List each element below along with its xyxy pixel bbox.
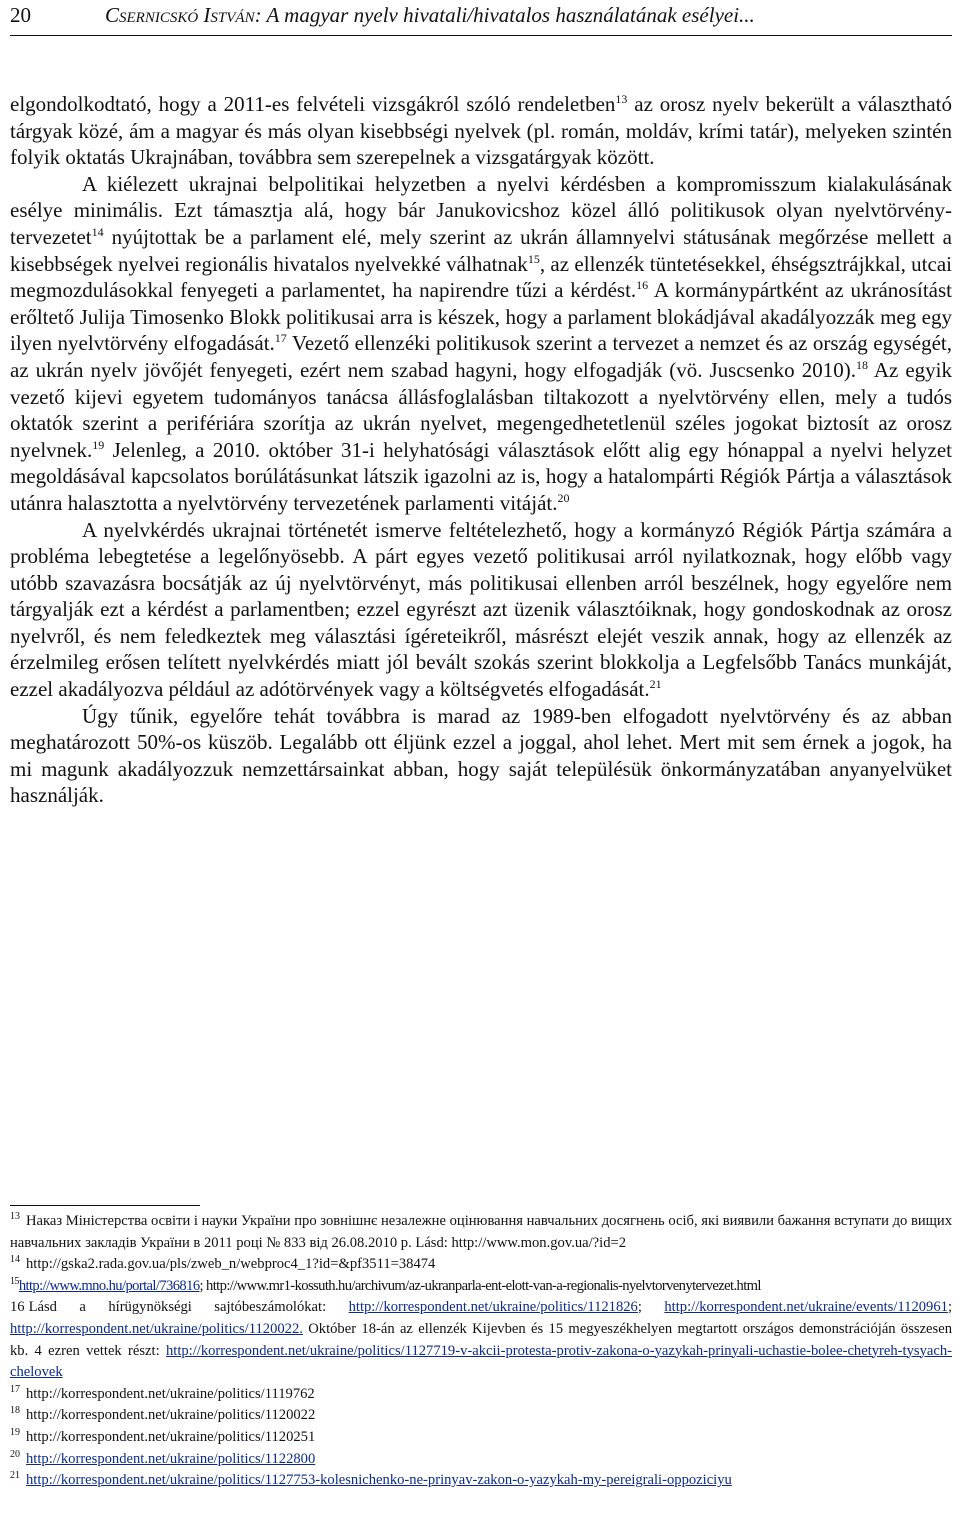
footnote-rule bbox=[10, 1205, 200, 1206]
running-title bbox=[105, 0, 755, 30]
text-run: elgondolkodtató, hogy a 2011-es felvételi vizsgákról szóló rendeletben bbox=[10, 92, 616, 116]
footnote-text: ; bbox=[637, 1299, 665, 1316]
footnote-ref-20[interactable]: 20 bbox=[557, 490, 570, 505]
running-header bbox=[10, 0, 952, 34]
footnote-text: http://korrespondent.net/ukraine/politics/1120251 bbox=[26, 1428, 316, 1445]
footnote-text: http://korrespondent.net/ukraine/politics/1120022 bbox=[26, 1407, 316, 1424]
footnote-ref-14[interactable]: 14 bbox=[91, 224, 104, 239]
footnote-20 bbox=[10, 1449, 952, 1471]
footnote-18 bbox=[10, 1405, 952, 1427]
paragraph-2 bbox=[10, 171, 952, 517]
footnote-text: Október 18-án az ellenzék Kijevben és 15 megyeszékhelyen megtartott országos demonstrációján összesen kb. 4 ezren vettek részt: bbox=[10, 1320, 952, 1359]
footnote-text: ; http://www.mr1-kossuth.hu/archivum/az-ukranparla-ent-elott-van-a-regionalis-nyelvtorvenytervezet.html bbox=[199, 1277, 761, 1294]
footnote-ref-19[interactable]: 19 bbox=[92, 437, 105, 452]
article-title: : A magyar nyelv hivatali/hivatalos használatának esélyei... bbox=[254, 3, 755, 27]
footnote-ref-15[interactable]: 15 bbox=[527, 251, 540, 266]
footnote-number: 20 bbox=[10, 1448, 20, 1460]
paragraph-1 bbox=[10, 91, 952, 171]
footnote-number: 18 bbox=[10, 1405, 20, 1417]
author-name: Csernicskó István bbox=[105, 3, 255, 27]
text-run: A kiélezett ukrajnai belpolitikai helyzetben a nyelvi kérdésben a kompromisszum kialakulásának esélye minimális. Ezt támasztja alá, hogy bár Janukovicshoz közel álló politikusok olyan nyelvtörvény-tervezetet bbox=[10, 171, 952, 249]
text-run: Vezető ellenzéki politikusok szerint a tervezet a nemzet és az ország egységét, az ukrán nyelv jövőjét fenyegeti, ezért nem szabad hagyni, hogy elfogadják (vö. Juscsenko 2010). bbox=[10, 331, 952, 382]
paragraph-3 bbox=[10, 517, 952, 703]
footnote-number: 15 bbox=[10, 1275, 19, 1287]
footnote-link[interactable]: http://korrespondent.net/ukraine/politics/1127719-v-akcii-protesta-protiv-zakona-o-yazykah-prinyali-uchastie-bolee-chetyreh-tysyach-chelovek bbox=[10, 1342, 952, 1381]
text-run: nyújtottak be a parlament elé, mely szerint az ukrán államnyelvi státusának megőrzése mellett a kisebbségek nyelvei regionális hivatalos nyelvekké válhatnak bbox=[10, 224, 952, 276]
footnotes bbox=[10, 1211, 952, 1492]
paragraph-4: Úgy tűnik, egyelőre tehát továbbra is marad az 1989-ben elfogadott nyelvtörvény és az abban meghatározott 50%-os küszöb. Legalább ott éljünk ezzel a joggal, ahol lehet. Mert mit sem érnek a jogok, ha mi magunk akadályozzuk nemzettársainkat abban, hogy saját településük önkormányzatában anyanyelvüket használják. bbox=[10, 703, 952, 808]
footnote-14 bbox=[10, 1254, 952, 1276]
header-rule bbox=[10, 35, 952, 36]
footnote-ref-16[interactable]: 16 bbox=[636, 278, 649, 293]
footnote-number: 19 bbox=[10, 1427, 20, 1439]
footnote-text: Lásd a hírügynökségi sajtóbeszámolókat: bbox=[28, 1299, 349, 1316]
footnote-number: 17 bbox=[10, 1383, 20, 1395]
footnote-21 bbox=[10, 1470, 952, 1492]
footnote-link[interactable]: http://korrespondent.net/ukraine/politics/1121826 bbox=[348, 1299, 638, 1316]
footnote-text: http://gska2.rada.gov.ua/pls/zweb_n/webproc4_1?id=&pf3511=38474 bbox=[26, 1256, 436, 1273]
footnote-number: 14 bbox=[10, 1254, 20, 1266]
footnote-16 bbox=[10, 1297, 952, 1383]
text-run: A nyelvkérdés ukrajnai történetét ismerve feltételezhető, hogy a kormányzó Régiók Pártja számára a probléma lebegtetése a legelőnyösebb. A párt egyes vezető politikusai arról nyilatkoznak, hogy előbb vagy utóbb szavazásra bocsátják az új nyelvtörvényt, más politikusai ellenben arról beszélnek, hogy egyelőre nem tárgyalják ezt a kérdést a parlamentben; ezzel egyrészt azt üzenik választóiknak, hogy gondoskodnak az orosz nyelvről, és nem feledkeztek meg választási ígéreteikről, másrészt elejét veszik annak, hogy az ellenzék az érzelmileg erősen telített nyelvkérdés miatt jól bevált szokás szerint blokkolja a Legfelsőbb Tanács munkáját, ezzel akadályozva például az adótörvények vagy a költségvetés elfogadását. bbox=[10, 517, 952, 702]
footnote-17 bbox=[10, 1384, 952, 1406]
footnote-link[interactable]: http://korrespondent.net/ukraine/politics/1127753-kolesnichenko-ne-prinyav-zakon-o-yazykah-my-pereigrali-oppoziciyu bbox=[26, 1472, 732, 1489]
footnote-link[interactable]: http://korrespondent.net/ukraine/politics/1122800 bbox=[26, 1450, 316, 1467]
footnote-text: Наказ Міністерства освіти і науки України про зовнішнє незалежне оцінювання навчальних досягнень осіб, які виявили бажання вступати до вищих навчальних закладів України в 2011 році № 833 від 26.08.2010 р. Lásd: http://www.mon.gov.ua/?id=2 bbox=[10, 1213, 952, 1251]
footnote-text: http://korrespondent.net/ukraine/politics/1119762 bbox=[26, 1385, 315, 1402]
footnote-number: 16 bbox=[10, 1299, 25, 1316]
footnote-link[interactable]: http://korrespondent.net/ukraine/events/1120961 bbox=[664, 1299, 948, 1316]
text-run: Jelenleg, a 2010. október 31-i helyhatósági választások előtt alig egy hónappal a nyelvi helyzet megoldásával kapcsolatos borúlátásunkat látszik igazolni az is, hogy a hatalompárti Régiók Pártja a választások utánra halasztotta a nyelvtörvény tervezetének parlamenti vitáját. bbox=[10, 437, 952, 515]
page-number: 20 bbox=[10, 3, 31, 27]
footnote-ref-18[interactable]: 18 bbox=[855, 357, 868, 372]
footnote-ref-21[interactable]: 21 bbox=[649, 677, 662, 692]
footnote-link[interactable]: http://www.mno.hu/portal/736816 bbox=[18, 1277, 200, 1294]
text-run: az orosz nyelv bekerült a választható tárgyak közé, ám a magyar és más olyan kisebbségi nyelvek (pl. román, moldáv, krími tatár), melyeken szintén folyik oktatás Ukrajnában, továbbra sem szerepelnek a vizsgatárgyak között. bbox=[10, 92, 952, 170]
text-run: , az ellenzék tüntetésekkel, éhségsztrájkkal, utcai megmozdulásokkal fenyegeti a parlamentet, ha napirendre tűzi a kérdést. bbox=[10, 251, 952, 303]
footnote-ref-13[interactable]: 13 bbox=[615, 92, 628, 106]
text-run: A kormánypártként az ukránosítást erőltető Julija Timosenko Blokk politikusai arra is készek, hogy a parlament blokádjával akadályozzák meg egy ilyen nyelvtörvény elfogadását. bbox=[10, 278, 952, 356]
body-text bbox=[10, 91, 952, 809]
footnote-15 bbox=[10, 1276, 952, 1298]
footnote-text: ; bbox=[947, 1299, 953, 1316]
footnote-number: 21 bbox=[10, 1470, 20, 1482]
footnote-number: 13 bbox=[10, 1211, 20, 1223]
footnote-19 bbox=[10, 1427, 952, 1449]
footnote-ref-17[interactable]: 17 bbox=[274, 331, 287, 346]
footnote-13 bbox=[10, 1211, 952, 1254]
footnote-link[interactable]: http://korrespondent.net/ukraine/politics/1120022. bbox=[10, 1320, 303, 1337]
text-run: Az egyik vezető kijevi egyetem tudományos tanácsa állásfoglalásban tiltakozott a nyelvtörvény ellen, mely a tudós oktatók szerint a perifériára szorítja az ukrán nyelvet, megengedhetetlenül széles jogokat biztosít az orosz nyelvnek. bbox=[10, 357, 952, 462]
